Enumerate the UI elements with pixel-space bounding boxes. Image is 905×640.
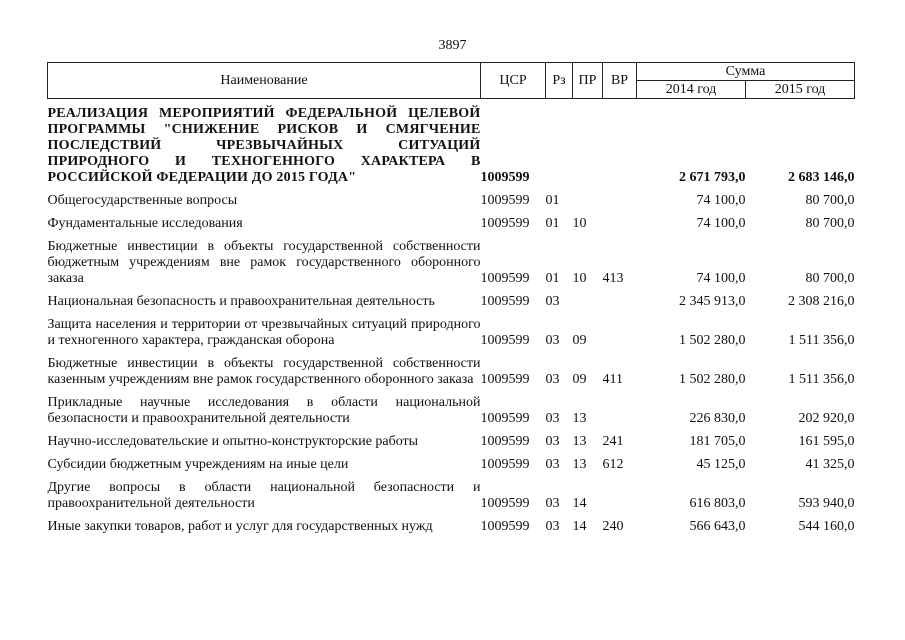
row-sum-2014: 1 502 280,0 [679, 333, 746, 348]
table-row [48, 291, 855, 314]
row-csr: 1009599 [480, 271, 530, 286]
row-sum-2014: 566 643,0 [689, 519, 746, 534]
row-pr [573, 190, 603, 213]
row-pr: 13 [572, 434, 587, 449]
row-name: Субсидии бюджетным учреждениям на иные цели [47, 457, 349, 472]
table-row [48, 516, 855, 539]
row-sum-2015: 41 325,0 [805, 457, 855, 472]
table-row [48, 314, 855, 353]
row-pr: 14 [572, 519, 587, 534]
table-row [48, 477, 855, 516]
row-sum-2015: 80 700,0 [805, 193, 855, 208]
row-rz: 01 [545, 193, 560, 208]
row-pr: 10 [572, 216, 587, 231]
row-name: Иные закупки товаров, работ и услуг для государственных нужд [47, 519, 433, 534]
header-year-2014: 2014 год [637, 81, 746, 99]
row-pr: 13 [572, 411, 587, 426]
row-vr [603, 291, 637, 314]
row-rz: 03 [545, 457, 560, 472]
row-csr: 1009599 [480, 294, 530, 309]
row-name: Общегосударственные вопросы [47, 193, 238, 208]
row-sum-2014: 2 345 913,0 [679, 294, 746, 309]
table-row [48, 236, 855, 291]
row-rz: 03 [545, 496, 560, 511]
table-row [48, 454, 855, 477]
row-name: Другие вопросы в области национальной безопасности и правоохранительной деятельности [47, 480, 481, 511]
header-year-2015: 2015 год [746, 81, 855, 99]
row-csr: 1009599 [480, 434, 530, 449]
row-sum-2015: 2 683 146,0 [788, 170, 855, 185]
header-vr: ВР [603, 63, 637, 99]
row-name: Защита населения и территории от чрезвычайных ситуаций природного и техногенного характера, гражданская оборона [47, 317, 481, 348]
table-row [48, 99, 855, 191]
row-rz: 03 [545, 294, 560, 309]
table-row [48, 213, 855, 236]
row-pr: 09 [572, 333, 587, 348]
row-vr [603, 190, 637, 213]
row-sum-2014: 74 100,0 [696, 216, 746, 231]
row-sum-2015: 593 940,0 [798, 496, 855, 511]
row-csr: 1009599 [480, 333, 530, 348]
row-sum-2015: 80 700,0 [805, 216, 855, 231]
row-name: Научно-исследовательские и опытно-конструкторские работы [47, 434, 419, 449]
row-sum-2014: 181 705,0 [689, 434, 746, 449]
row-vr [603, 314, 637, 353]
row-sum-2014: 226 830,0 [689, 411, 746, 426]
row-csr: 1009599 [480, 216, 530, 231]
row-name: Бюджетные инвестиции в объекты государственной собственности казенным учреждениям вне рамок государственного оборонного заказа [47, 356, 481, 387]
row-rz: 03 [545, 372, 560, 387]
header-csr: ЦСР [481, 63, 546, 99]
row-sum-2015: 1 511 356,0 [788, 333, 855, 348]
row-name: Бюджетные инвестиции в объекты государственной собственности бюджетным учреждениям вне рамок государственного оборонного заказа [47, 239, 481, 286]
row-vr [603, 99, 637, 191]
row-pr: 14 [572, 496, 587, 511]
header-pr: ПР [573, 63, 603, 99]
header-sum: Сумма [637, 63, 855, 81]
row-csr: 1009599 [480, 372, 530, 387]
row-sum-2015: 2 308 216,0 [788, 294, 855, 309]
row-sum-2014: 45 125,0 [696, 457, 746, 472]
row-rz: 03 [545, 519, 560, 534]
row-sum-2014: 616 803,0 [689, 496, 746, 511]
row-pr [573, 99, 603, 191]
row-vr: 411 [602, 372, 623, 387]
header-rz: Рз [546, 63, 573, 99]
table-body [48, 99, 855, 540]
page-number: 3897 [438, 38, 467, 53]
row-sum-2014: 74 100,0 [696, 193, 746, 208]
row-csr: 1009599 [480, 170, 530, 185]
row-vr [603, 477, 637, 516]
row-rz: 01 [545, 271, 560, 286]
row-rz: 03 [545, 434, 560, 449]
row-name: РЕАЛИЗАЦИЯ МЕРОПРИЯТИЙ ФЕДЕРАЛЬНОЙ ЦЕЛЕВОЙ ПРОГРАММЫ "СНИЖЕНИЕ РИСКОВ И СМЯГЧЕНИЕ ПОСЛЕДСТВИЙ ЧРЕЗВЫЧАЙНЫХ СИТУАЦИЙ ПРИРОДНОГО И ТЕХНОГЕННОГО ХАРАКТЕРА В РОССИЙСКОЙ ФЕДЕРАЦИИ ДО 2015 ГОДА" [47, 106, 481, 185]
row-csr: 1009599 [480, 457, 530, 472]
row-vr: 240 [602, 519, 624, 534]
row-rz: 03 [545, 411, 560, 426]
row-rz: 01 [545, 216, 560, 231]
row-rz [546, 99, 573, 191]
row-sum-2015: 80 700,0 [805, 271, 855, 286]
row-sum-2014: 2 671 793,0 [679, 170, 746, 185]
table-row [48, 392, 855, 431]
row-vr [603, 392, 637, 431]
row-pr: 13 [572, 457, 587, 472]
row-sum-2015: 202 920,0 [798, 411, 855, 426]
row-sum-2014: 74 100,0 [696, 271, 746, 286]
row-csr: 1009599 [480, 519, 530, 534]
row-name: Национальная безопасность и правоохранительная деятельность [47, 294, 435, 309]
row-name: Фундаментальные исследования [47, 216, 243, 231]
table-header [48, 63, 855, 99]
row-sum-2014: 1 502 280,0 [679, 372, 746, 387]
table-row [48, 190, 855, 213]
table-row [48, 431, 855, 454]
header-name: Наименование [48, 63, 481, 99]
row-sum-2015: 161 595,0 [798, 434, 855, 449]
row-vr [603, 213, 637, 236]
row-vr: 612 [602, 457, 624, 472]
row-csr: 1009599 [480, 496, 530, 511]
budget-table [47, 62, 855, 539]
row-vr: 241 [602, 434, 624, 449]
row-csr: 1009599 [480, 411, 530, 426]
row-vr: 413 [602, 271, 624, 286]
row-pr: 09 [572, 372, 587, 387]
row-rz: 03 [545, 333, 560, 348]
row-sum-2015: 1 511 356,0 [788, 372, 855, 387]
row-pr: 10 [572, 271, 587, 286]
row-name: Прикладные научные исследования в области национальной безопасности и правоохранительной деятельности [47, 395, 481, 426]
table-row [48, 353, 855, 392]
row-pr [573, 291, 603, 314]
row-csr: 1009599 [480, 193, 530, 208]
row-sum-2015: 544 160,0 [798, 519, 855, 534]
